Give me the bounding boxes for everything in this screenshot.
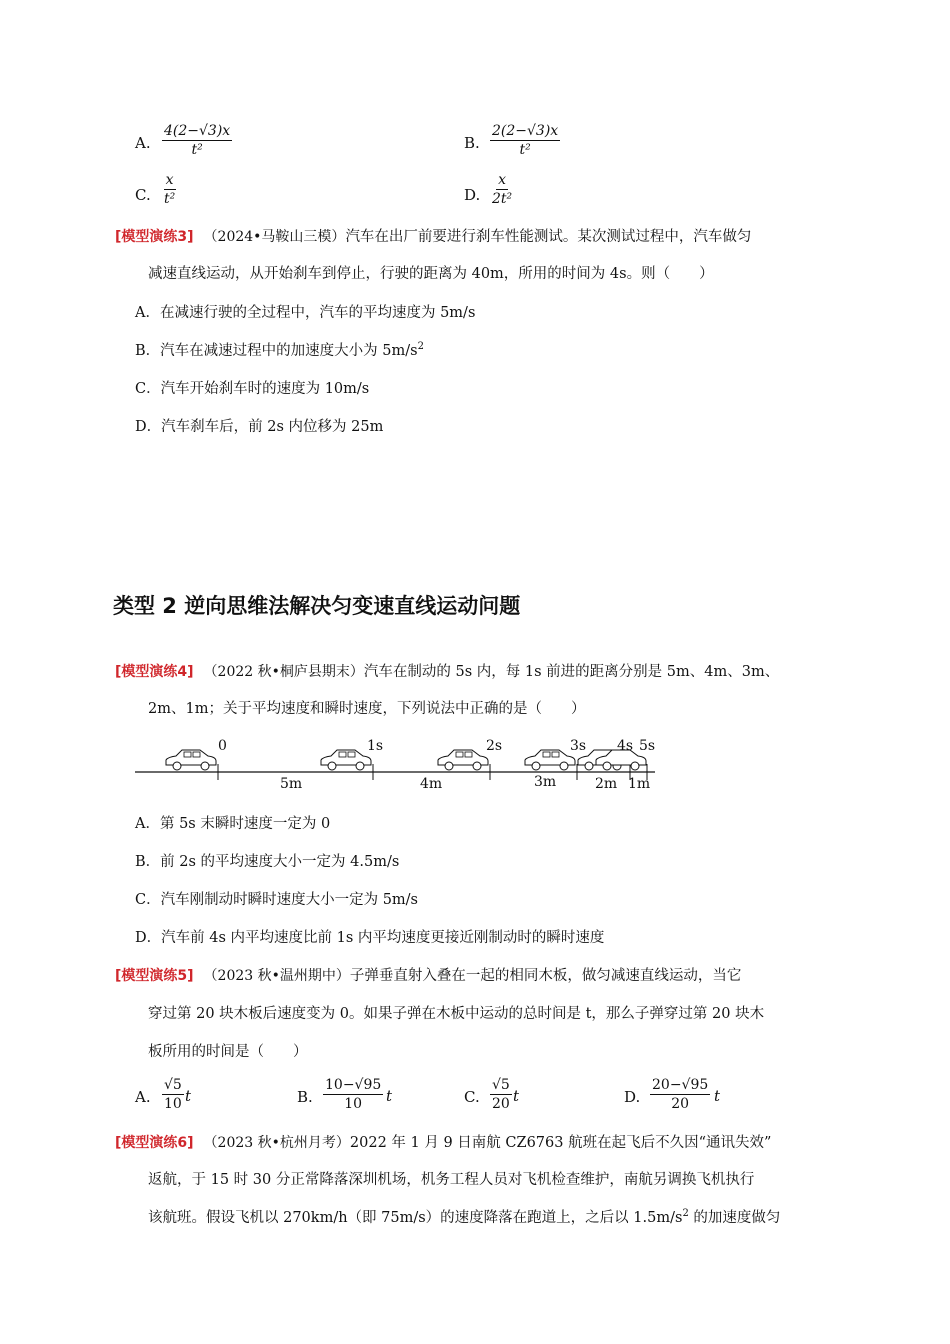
option-letter: B. xyxy=(297,1088,313,1106)
denominator: 20 xyxy=(671,1096,690,1112)
exercise-tag: [模型演练3] xyxy=(115,229,194,245)
distance-label: 5m xyxy=(280,776,303,792)
q4-option-c: C．汽车刚制动时瞬时速度大小一定为 5m/s xyxy=(135,892,419,908)
q4-stem-line2: 2m、1m；关于平均速度和瞬时速度，下列说法中正确的是（ ） xyxy=(148,701,586,717)
q6-stem-line1 xyxy=(115,1131,771,1152)
option-letter: A. xyxy=(135,1088,151,1106)
fraction xyxy=(162,1076,184,1113)
fraction xyxy=(323,1076,383,1113)
exercise-tag: [模型演练6] xyxy=(115,1135,194,1151)
distance-label: 2m xyxy=(595,776,618,792)
denominator: 20 xyxy=(492,1096,510,1112)
stem-text: 子弹垂直射入叠在一起的相同木板，做匀减速直线运动，当它 xyxy=(349,968,742,984)
time-label: 4s xyxy=(617,738,634,754)
q3-stem-line2: 减速直线运动，从开始刹车到停止，行驶的距离为 40m，所用的时间为 4s。则（ ） xyxy=(148,266,714,282)
q4-option-a: A．第 5s 末瞬时速度一定为 0 xyxy=(135,816,331,832)
q6-stem-line2: 返航，于 15 时 30 分正常降落深圳机场，机务工程人员对飞机检查维护，南航另调换飞机执行 xyxy=(148,1172,755,1188)
distance-label: 1m xyxy=(628,776,651,792)
stem-text: 该航班。假设飞机以 270km/h（即 75m/s）的速度降落在跑道上，之后以 1.5m/s xyxy=(148,1210,683,1226)
fraction xyxy=(490,122,560,159)
distance-label: 3m xyxy=(534,774,557,790)
q5-stem-line2: 穿过第 20 块木板后速度变为 0。如果子弹在木板中运动的总时间是 t，那么子弹穿过第 20 块木 xyxy=(148,1006,765,1022)
fraction xyxy=(490,1076,512,1113)
time-label: 3s xyxy=(570,738,587,754)
q3-option-a: A．在减速行驶的全过程中，汽车的平均速度为 5m/s xyxy=(135,305,476,321)
q4-option-d: D．汽车前 4s 内平均速度比前 1s 内平均速度更接近刚制动时的瞬时速度 xyxy=(135,930,605,946)
question-source: （2022 秋•桐庐县期末） xyxy=(203,664,364,680)
question-source: （2023 秋•杭州月考） xyxy=(203,1135,350,1151)
variable-t: t xyxy=(386,1087,393,1105)
variable-t: t xyxy=(714,1087,721,1105)
time-label: 1s xyxy=(367,738,384,754)
denominator: 2t² xyxy=(492,191,513,207)
section-heading: 类型 2 逆向思维法解决匀变速直线运动问题 xyxy=(113,594,521,618)
q4-option-b: B．前 2s 的平均速度大小一定为 4.5m/s xyxy=(135,854,400,870)
fraction xyxy=(650,1076,710,1113)
q6-stem-line3 xyxy=(148,1206,780,1227)
option-letter: D. xyxy=(624,1088,641,1106)
time-label: 0 xyxy=(218,738,227,754)
stem-text: 汽车在制动的 5s 内，每 1s 前进的距离分别是 5m、4m、3m、 xyxy=(363,664,780,680)
numerator: x xyxy=(498,172,507,188)
exercise-tag: [模型演练5] xyxy=(115,968,194,984)
q3-option-d: D．汽车刹车后，前 2s 内位移为 25m xyxy=(135,419,384,435)
distance-label: 4m xyxy=(420,776,443,792)
superscript: 2 xyxy=(682,1208,689,1220)
option-letter: A. xyxy=(135,134,151,152)
q5-stem-line3: 板所用的时间是（ ） xyxy=(148,1044,308,1060)
exercise-tag: [模型演练4] xyxy=(115,664,194,680)
q3-option-c: C．汽车开始刹车时的速度为 10m/s xyxy=(135,381,370,397)
q3-option-b xyxy=(135,339,424,360)
denominator: 10 xyxy=(344,1096,363,1112)
option-letter: B. xyxy=(464,134,480,152)
time-label: 2s xyxy=(486,738,503,754)
question-source: （2023 秋•温州期中） xyxy=(203,968,350,984)
denominator: t² xyxy=(164,191,176,207)
car-icon xyxy=(321,750,371,770)
fraction xyxy=(162,171,177,208)
numerator: 10−√95 xyxy=(325,1077,382,1093)
variable-t: t xyxy=(513,1087,520,1105)
numerator: x xyxy=(165,172,174,188)
car-icon xyxy=(438,750,488,770)
numerator: 20−√95 xyxy=(652,1077,709,1093)
denominator: t² xyxy=(519,142,531,158)
superscript: 2 xyxy=(417,341,424,353)
option-text: B．汽车在减速过程中的加速度大小为 5m/s xyxy=(135,343,418,359)
option-letter: D. xyxy=(464,186,481,204)
q5-stem-line1 xyxy=(115,964,741,985)
fraction xyxy=(490,171,514,208)
braking-diagram xyxy=(130,730,670,792)
stem-text-tail: 的加速度做匀 xyxy=(688,1210,781,1226)
stem-text: 2022 年 1 月 9 日南航 CZ6763 航班在起飞后不久因“通讯失效” xyxy=(349,1135,772,1151)
option-letter: C. xyxy=(135,186,151,204)
denominator: 10 xyxy=(164,1096,182,1112)
q4-stem-line1 xyxy=(115,660,779,681)
denominator: t² xyxy=(191,142,203,158)
variable-t: t xyxy=(185,1087,192,1105)
numerator: √5 xyxy=(492,1077,510,1093)
stem-text: 汽车在出厂前要进行刹车性能测试。某次测试过程中，汽车做匀 xyxy=(345,229,752,245)
option-letter: C. xyxy=(464,1088,480,1106)
q3-stem-line1 xyxy=(115,225,751,246)
numerator: 4(2−√3)x xyxy=(164,123,231,139)
time-label: 5s xyxy=(639,738,656,754)
numerator: √5 xyxy=(164,1077,182,1093)
fraction xyxy=(162,122,232,159)
car-icon xyxy=(525,750,575,770)
numerator: 2(2−√3)x xyxy=(492,123,559,139)
question-source: （2024•马鞍山三模） xyxy=(203,229,346,245)
car-icon xyxy=(166,750,216,770)
